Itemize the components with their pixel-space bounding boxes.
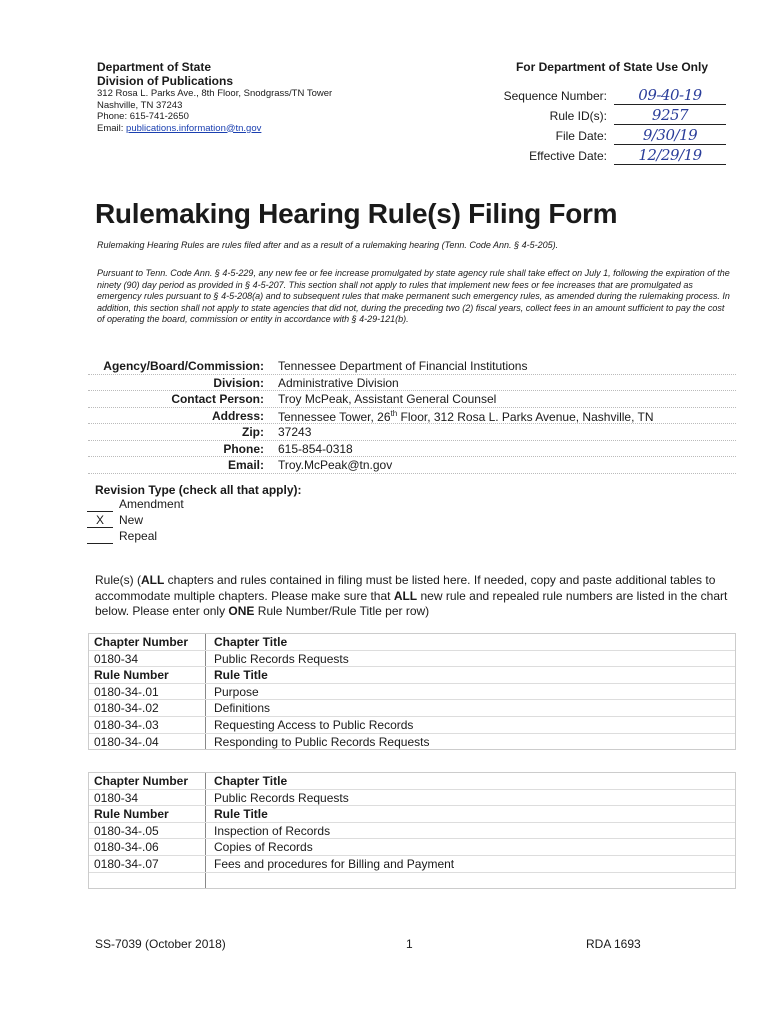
column-header: Rule Title [214, 807, 268, 822]
column-divider [205, 856, 206, 872]
column-divider [205, 734, 206, 750]
instruction-emphasis: ALL [141, 573, 165, 587]
rules-table-1 [88, 633, 736, 750]
column-header: Rule Number [94, 807, 169, 822]
rule-title-cell: Requesting Access to Public Records [214, 717, 414, 732]
revision-type [95, 483, 302, 545]
info-label: Contact Person: [171, 392, 264, 406]
field-label: Effective Date: [529, 149, 607, 163]
info-label: Zip: [242, 425, 264, 439]
file-date-value: 9/30/19 [614, 126, 726, 145]
sequence-number-row [492, 86, 732, 106]
division-name: Division of Publications [97, 74, 234, 88]
info-label: Email: [227, 458, 264, 472]
rule-title-cell: Purpose [214, 684, 259, 699]
info-label: Phone: [223, 441, 264, 456]
instruction-emphasis: ONE [228, 604, 255, 618]
option-label: New [119, 513, 144, 527]
column-header: Chapter Number [94, 774, 189, 788]
file-date-row [492, 126, 732, 146]
office-use-title: For Department of State Use Only [515, 60, 709, 74]
address-ordinal: th [390, 408, 398, 418]
instruction-text: Rule Number/Rule Title per row) [254, 604, 430, 618]
office-use-block [492, 60, 732, 164]
revision-option-amendment[interactable] [95, 497, 302, 513]
phone-row [88, 441, 736, 458]
field-label: File Date: [555, 129, 607, 143]
field-label: Rule ID(s): [549, 109, 607, 123]
instruction-text: Rule(s) ( [95, 573, 142, 587]
revision-title: Revision Type (check all that apply): [95, 483, 302, 497]
rule-number-cell: 0180-34-.01 [94, 684, 159, 699]
rule-title-cell: Definitions [214, 701, 271, 716]
revision-option-new[interactable] [95, 513, 302, 529]
instruction-text: chapters and rules contained in filing must be listed here. If needed, copy and paste additional tables to accommodate multiple chapters. Please make sure that [95, 573, 716, 603]
table-row [89, 773, 735, 790]
email-value: Troy.McPeak@tn.gov [278, 458, 393, 472]
table-row [89, 873, 735, 889]
column-divider [205, 667, 206, 683]
instruction-emphasis: ALL [393, 588, 418, 603]
column-divider [205, 839, 206, 855]
table-row [89, 651, 735, 668]
publisher-email [97, 123, 427, 135]
table-row [89, 806, 735, 823]
table-row [89, 823, 735, 840]
rule-title-cell: Public Records Requests [214, 790, 349, 805]
info-label: Address: [211, 408, 264, 423]
column-divider [205, 773, 206, 789]
rule-title-cell: Fees and procedures for Billing and Payment [214, 856, 455, 871]
contact-row [88, 391, 736, 408]
column-divider [205, 651, 206, 667]
rule-title-cell: Copies of Records [214, 840, 313, 855]
contact-value: Troy McPeak, Assistant General Counsel [278, 392, 497, 406]
option-label: Amendment [119, 497, 184, 511]
phone-value: 615-854-0318 [278, 441, 353, 456]
agency-info [88, 358, 736, 474]
publisher-phone: Phone: 615-741-2650 [97, 111, 189, 122]
checkbox-blank[interactable] [87, 529, 113, 544]
rule-number-cell: 0180-34-.03 [94, 717, 159, 732]
column-divider [205, 806, 206, 822]
table-row [89, 717, 735, 734]
rule-title-cell: Inspection of Records [214, 823, 331, 838]
form-subtitle: Rulemaking Hearing Rules are rules filed after and as a result of a rulemaking hearing (Tenn. Code Ann. § 4-5-205). [97, 240, 559, 250]
revision-option-repeal[interactable] [95, 529, 302, 545]
email-row [88, 457, 736, 474]
rule-number-cell: 0180-34-.04 [94, 734, 159, 749]
pursuant-notice: Pursuant to Tenn. Code Ann. § 4-5-229, any new fee or fee increase promulgated by state agency rule shall take effect on July 1, following the expiration of the ninety (90) day period as provided in § 4-5-207. This section shall not apply to rules that implement new fees or fee increases that are promulgated as emergency rules pursuant to § 4-5-208(a) and to subsequent rules that make permanent such emergency rules, as amended during the rulemaking process. In addition, this section shall not apply to state agencies that did not, during the preceding two (2) fiscal years, collect fees in an amount sufficient to pay the cost of operating the board, commission or entity in accordance with § 4-29-121(b). [97, 268, 730, 324]
rule-number-cell: 0180-34-.06 [94, 840, 159, 855]
table-row [89, 700, 735, 717]
form-id: SS-7039 (October 2018) [95, 937, 226, 951]
column-divider [205, 873, 206, 889]
address-part: Tennessee Tower, 26 [278, 409, 391, 424]
publisher-address: 312 Rosa L. Parks Ave., 8th Floor, Snodgrass/TN Tower [97, 88, 333, 99]
column-header: Rule Title [214, 668, 268, 683]
rule-number-cell: 0180-34-.05 [94, 823, 159, 838]
rule-number-cell: 0180-34-.07 [94, 856, 159, 871]
rule-title-cell: Public Records Requests [214, 651, 349, 666]
table-row [89, 790, 735, 807]
table-row [89, 684, 735, 701]
rule-title-cell: Responding to Public Records Requests [214, 734, 430, 749]
field-label: Sequence Number: [503, 89, 607, 103]
table-row [89, 667, 735, 684]
checkbox-blank[interactable] [87, 497, 113, 512]
checkbox-blank[interactable]: X [87, 513, 113, 528]
zip-value: 37243 [278, 425, 312, 439]
column-divider [205, 790, 206, 806]
rules-instructions [95, 573, 735, 620]
rule-id-value: 9257 [614, 106, 726, 125]
publisher-block [97, 60, 427, 134]
info-label: Division: [213, 375, 264, 390]
zip-row [88, 424, 736, 441]
effective-date-row [492, 146, 732, 166]
rule-id-row [492, 106, 732, 126]
column-divider [205, 700, 206, 716]
column-divider [205, 634, 206, 650]
column-header: Chapter Title [214, 774, 288, 788]
info-label: Agency/Board/Commission: [103, 359, 264, 373]
column-divider [205, 684, 206, 700]
address-value [278, 409, 654, 424]
rda-number: RDA 1693 [586, 937, 641, 951]
table-row [89, 856, 735, 873]
address-part: Floor, 312 Rosa L. Parks Avenue, Nashville, TN [397, 409, 654, 424]
sequence-number-value: 09-40-19 [614, 86, 726, 105]
rules-table-2 [88, 772, 736, 889]
address-row [88, 408, 736, 425]
agency-row [88, 358, 736, 375]
division-value: Administrative Division [278, 375, 399, 390]
column-header: Chapter Number [94, 635, 189, 649]
email-label: Email: [97, 122, 127, 134]
form-title: Rulemaking Hearing Rule(s) Filing Form [95, 198, 618, 229]
publisher-city: Nashville, TN 37243 [97, 99, 183, 111]
agency-value: Tennessee Department of Financial Institutions [278, 359, 528, 373]
instruction-text: new rule and repealed rule numbers are listed in the chart below. Please enter only [95, 588, 728, 618]
email-link[interactable]: publications.information@tn.gov [126, 122, 262, 134]
column-header: Chapter Title [214, 635, 288, 649]
rule-number-cell: 0180-34-.02 [94, 701, 159, 716]
effective-date-value: 12/29/19 [614, 146, 726, 165]
division-row [88, 375, 736, 392]
table-row [89, 734, 735, 750]
rule-number-cell: 0180-34 [94, 790, 139, 805]
table-row [89, 634, 735, 651]
table-row [89, 839, 735, 856]
department-name: Department of State [97, 60, 212, 74]
option-label: Repeal [119, 529, 158, 543]
column-header: Rule Number [94, 668, 169, 683]
column-divider [205, 717, 206, 733]
column-divider [205, 823, 206, 839]
rule-number-cell: 0180-34 [94, 651, 139, 666]
page-number: 1 [406, 937, 413, 951]
